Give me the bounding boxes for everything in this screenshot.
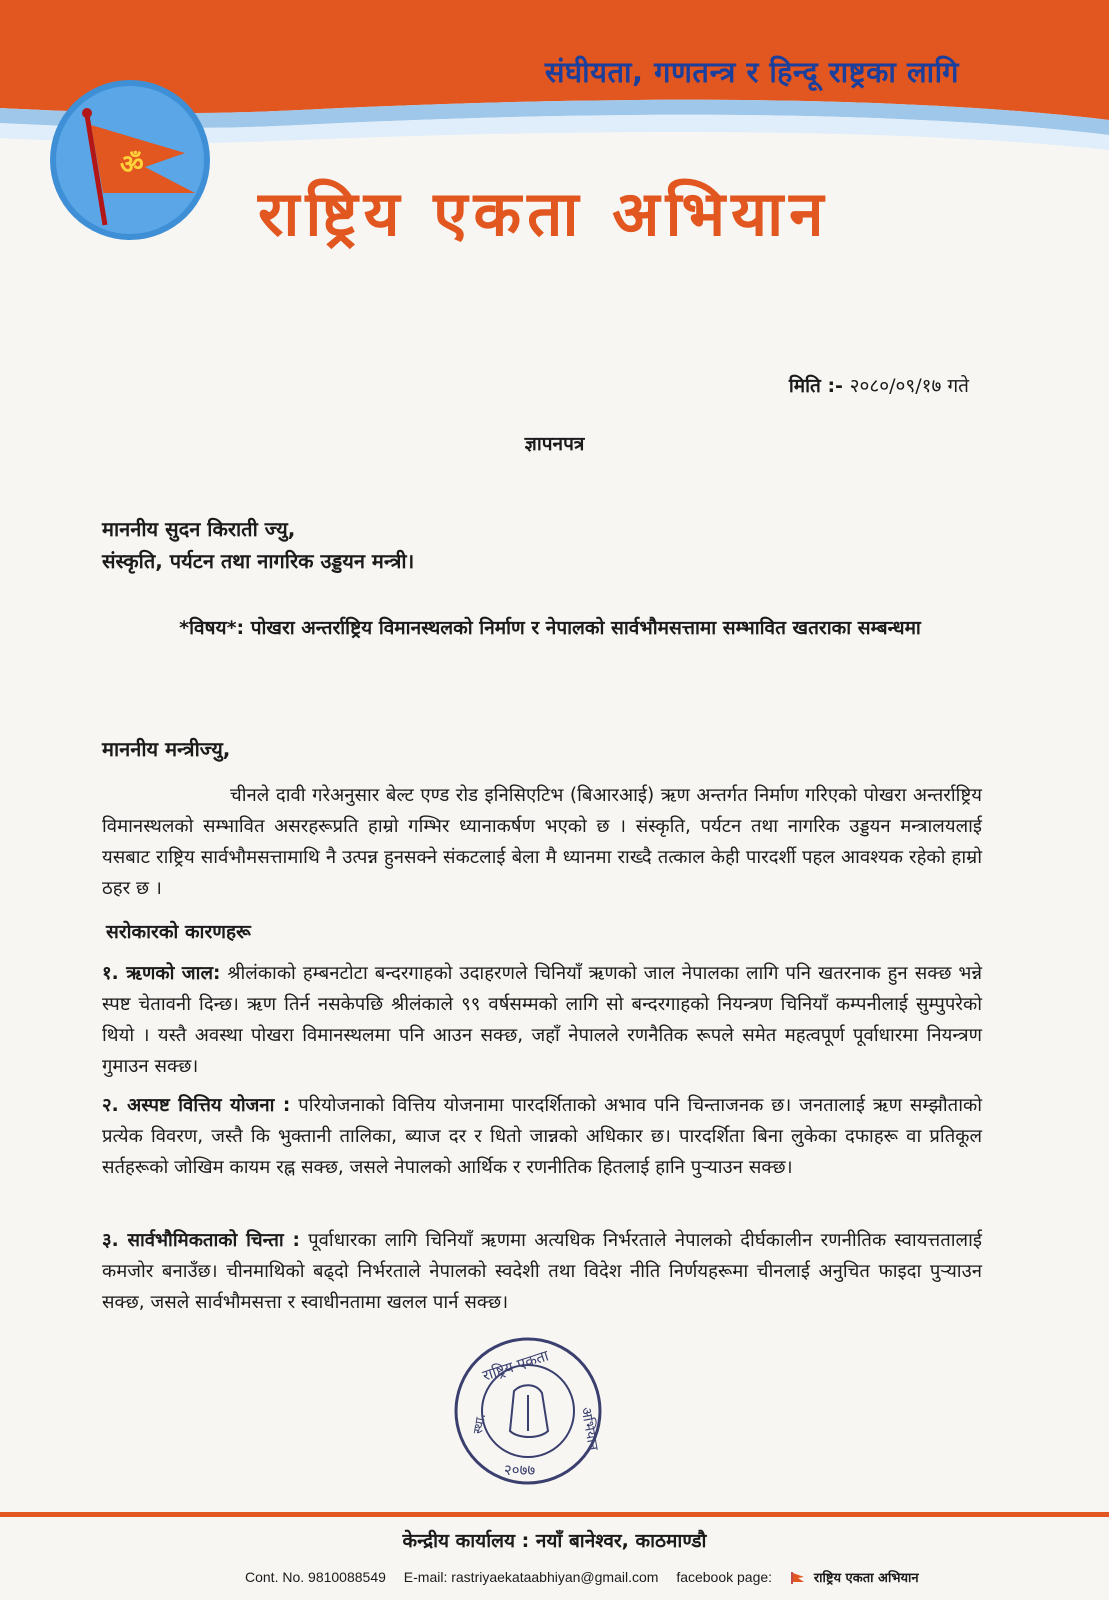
point-title: १. ऋणको जाल: [102,963,221,984]
salutation: माननीय मन्त्रीज्यु, [102,737,231,761]
concern-point-1 [102,958,982,1082]
facebook-page-name: राष्ट्रिय एकता अभियान [813,1571,919,1586]
seal-year: २०७७ [504,1461,536,1479]
concern-point-2 [102,1090,982,1183]
footer-contact [245,1568,933,1586]
addressee-name: माननीय सुदन किराती ज्यु, [102,517,296,541]
point-text: श्रीलंकाको हम्बनटोटा बन्दरगाहको उदाहरणले चिनियाँ ऋणको जाल नेपालका लागि पनि खतरनाक हुन सक्छ भन्ने स्पष्ट चेतावनी दिन्छ। ऋण तिर्न नसकेपछि श्रीलंकाले ९९ वर्षसम्मको लागि सो बन्दरगाहको नियन्त्रण चिनियाँ कम्पनीलाई सुम्पुपरेको थियो । यस्तै अवस्था पोखरा विमानस्थलमा पनि आउन सक्छ, जहाँ नेपालले रणनैतिक रूपले समेत महत्वपूर्ण पूर्वाधारमा नियन्त्रण गुमाउन सक्छ। [102,963,982,1077]
date-line [789,372,969,398]
seal-text-right: अभियान [577,1405,601,1452]
subject-line: *विषय*: पोखरा अन्तर्राष्ट्रिय विमानस्थलको निर्माण र नेपालको सार्वभौमसत्तामा सम्भावित खतराका सम्बन्धमा [179,617,921,639]
footer-divider [0,1512,1109,1517]
date-label: मिति :- [788,375,843,397]
contact-number: Cont. No. 9810088549 [245,1569,386,1585]
seal-text-left: स्था. [470,1412,490,1436]
header-tagline: संघीयता, गणतन्त्र र हिन्दू राष्ट्रका लागि [544,55,959,89]
body-text: चीनले दावी गरेअनुसार बेल्ट एण्ड रोड इनिसिएटिभ (बिआरआई) ऋण अन्तर्गत निर्माण गरिएको पोखरा अन्तर्राष्ट्रिय विमानस्थलको सम्भावित असरहरूप्रति हाम्रो गम्भिर ध्यानाकर्षण भएको छ । संस्कृति, पर्यटन तथा नागरिक उड्डयन मन्त्रालयलाई यसबाट राष्ट्रिय सार्वभौमसत्तामाथि नै उत्पन्न हुनसक्ने संकटलाई बेला मै ध्यानमा राख्दै तत्काल केही पारदर्शी पहल आवश्यक रहेको हाम्रो ठहर छ । [102,785,982,899]
concerns-heading: सरोकारको कारणहरू [106,921,251,943]
seal-text-top: राष्ट्रिय एकता [480,1346,551,1385]
point-text: पूर्वाधारका लागि चिनियाँ ऋणमा अत्यधिक निर्भरताले नेपालको दीर्घकालीन रणनीतिक स्वायत्ततालाई कमजोर बनाउँछ। चीनमाथिको बढ्दो निर्भरताले नेपालको स्वदेशी तथा विदेश नीति निर्णयहरूमा चीनलाई अनुचित फाइदा पुर्‍याउन सक्छ, जसले सार्वभौमसत्ता र स्वाधीनतामा खलल पार्न सक्छ। [102,1230,982,1313]
organization-seal [452,1335,604,1487]
addressee-block [102,513,414,577]
footer-office-address: केन्द्रीय कार्यालय : नयाँ बानेश्वर, काठमाण्डौ [402,1530,707,1552]
document-title: ज्ञापनपत्र [524,433,585,455]
org-name: राष्ट्रिय एकता अभियान [258,177,830,250]
facebook-label: facebook page: [676,1569,773,1585]
contact-email: E-mail: rastriyaekataabhiyan@gmail.com [403,1569,659,1585]
flag-icon [790,1571,806,1585]
concern-point-3 [102,1225,982,1318]
body-paragraph [102,780,982,904]
logo-om-symbol: ॐ [120,150,144,180]
point-text: परियोजनाको वित्तिय योजनामा पारदर्शिताको अभाव पनि चिन्ताजनक छ। जनतालाई ऋण सम्झौताको प्रत्येक विवरण, जस्तै कि भुक्तानी तालिका, ब्याज दर र धितो जान्नको अधिकार छ। पारदर्शिता बिना लुकेका दफाहरू वा प्रतिकूल सर्तहरूको जोखिम कायम रह्न सक्छ, जसले नेपालको आर्थिक र रणनीतिक हितलाई हानि पुर्‍याउन सक्छ। [102,1095,982,1178]
addressee-position: संस्कृति, पर्यटन तथा नागरिक उड्डयन मन्त्री। [102,549,415,573]
point-title: ३. सार्वभौमिकताको चिन्ता : [102,1230,300,1251]
point-title: २. अस्पष्ट वित्तिय योजना : [102,1095,291,1116]
date-value: २०८०/०९/१७ गते [849,375,969,397]
org-logo [45,75,215,245]
